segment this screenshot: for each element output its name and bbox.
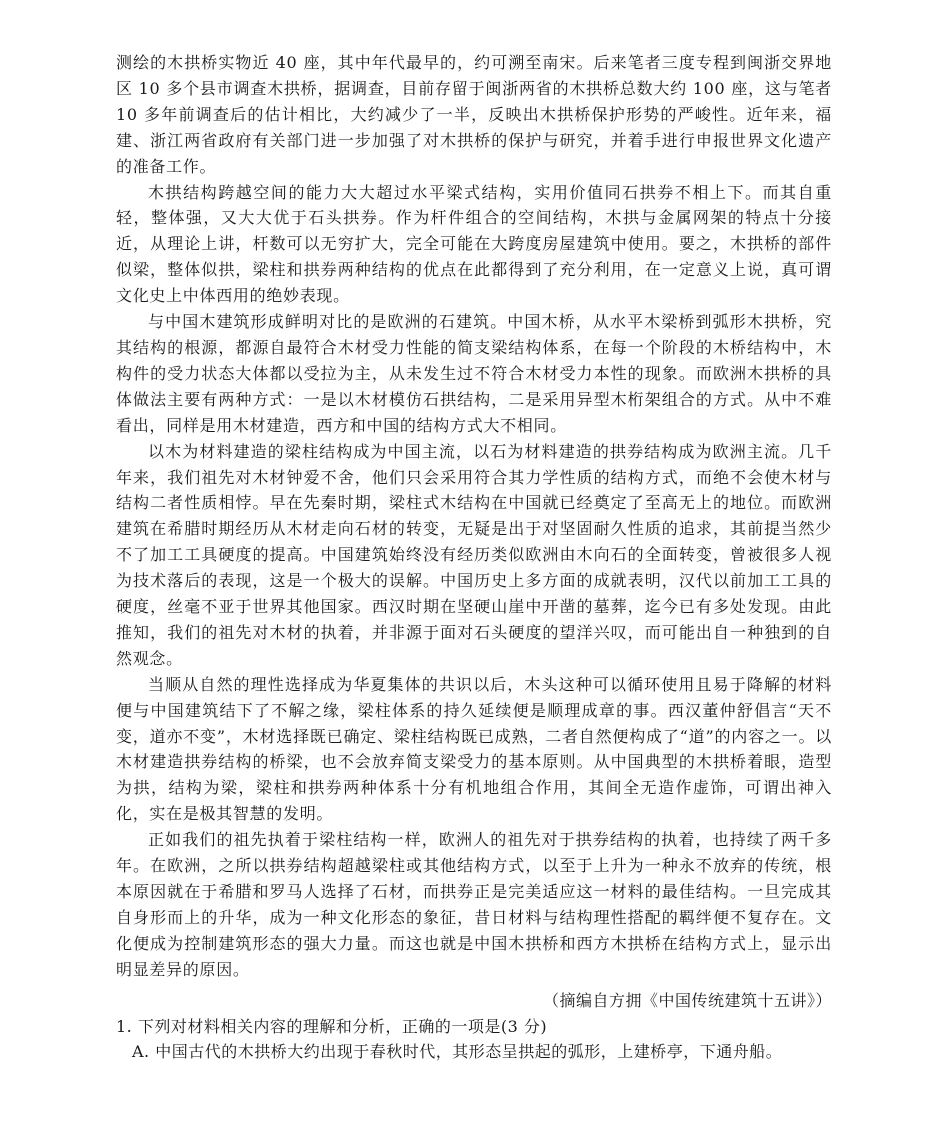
question-stem: 1. 下列对材料相关内容的理解和分析，正确的一项是(3 分) <box>116 1016 548 1036</box>
paragraph: 当顺从自然的理性选择成为华夏集体的共识以后，木头这种可以循环使用且易于降解的材料便与中国建筑结下了不解之缘，梁柱体系的持久延续便是顺理成章的事。西汉董仲舒倡言“天不变，道亦不变”，木材选择既已确定、梁柱结构既已成熟，二者自然便构成了“道”的内容之一。以木材建造拱券结构的桥梁，也不会放弃简支梁受力的基本原则。从中国典型的木拱桥着眼，造型为拱，结构为梁，梁柱和拱券两种体系十分有机地组合作用，其间全无造作虚饰，可谓出神入化，实在是极其智慧的发明。 <box>116 674 832 824</box>
source-citation: （摘编自方拥《中国传统建筑十五讲》） <box>542 990 832 1010</box>
paragraph: 与中国木建筑形成鲜明对比的是欧洲的石建筑。中国木桥，从水平木梁桥到弧形木拱桥，究其结构的根源，都源自最符合木材受力性能的简支梁结构体系，在每一个阶段的木桥结构中，木构件的受力状态大体都以受拉为主，从未发生过不符合木材受力本性的现象。而欧洲木拱桥的具体做法主要有两种方式：一是以木材模仿石拱结构，二是采用异型木桁架组合的方式。从中不难看出，同样是用木材建造，西方和中国的结构方式大不相同。 <box>116 312 832 435</box>
paragraph: 以木为材料建造的梁柱结构成为中国主流，以石为材料建造的拱券结构成为欧洲主流。几千年来，我们祖先对木材钟爱不舍，他们只会采用符合其力学性质的结构方式，而绝不会使木材与结构二者性质相悖。早在先秦时期，梁柱式木结构在中国就已经奠定了至高无上的地位。而欧洲建筑在希腊时期经历从木材走向石材的转变，无疑是出于对坚固耐久性质的追求，其前提当然少不了加工工具硬度的提高。中国建筑始终没有经历类似欧洲由木向石的全面转变，曾被很多人视为技术落后的表现，这是一个极大的误解。中国历史上多方面的成就表明，汉代以前加工工具的硬度，丝毫不亚于世界其他国家。西汉时期在坚硬山崖中开凿的墓葬，迄今已有多处发现。由此推知，我们的祖先对木材的执着，并非源于面对石头硬度的望洋兴叹，而可能出自一种独到的自然观念。 <box>116 441 832 668</box>
question-option-a: A. 中国古代的木拱桥大约出现于春秋时代，其形态呈拱起的弧形，上建桥亭，下通舟船。 <box>132 1042 783 1062</box>
paragraph: 木拱结构跨越空间的能力大大超过水平梁式结构，实用价值同石拱券不相上下。而其自重轻，整体强，又大大优于石头拱券。作为杆件组合的空间结构，木拱与金属网架的特点十分接近，从理论上讲，杆数可以无穷扩大，完全可能在大跨度房屋建筑中使用。要之，木拱桥的部件似梁，整体似拱，梁柱和拱券两种结构的优点在此都得到了充分利用，在一定意义上说，真可谓文化史上中体西用的绝妙表现。 <box>116 182 832 306</box>
paragraph-continued: 测绘的木拱桥实物近 40 座，其中年代最早的，约可溯至南宋。后来笔者三度专程到闽浙交界地区 10 多个县市调查木拱桥，据调查，目前存留于闽浙两省的木拱桥总数大约 100 座，这与笔者 10 多年前调查后的估计相比，大约减少了一半，反映出木拱桥保护形势的严峻性。近年来，福建、浙江两省政府有关部门进一步加强了对木拱桥的保护与研究，并着手进行申报世界文化遗产的准备工作。 <box>116 53 832 176</box>
document-page <box>116 50 832 1065</box>
paragraph: 正如我们的祖先执着于梁柱结构一样，欧洲人的祖先对于拱券结构的执着，也持续了两千多年。在欧洲，之所以拱券结构超越梁柱或其他结构方式，以至于上升为一种永不放弃的传统，根本原因就在于希腊和罗马人选择了石材，而拱券正是完美适应这一材料的最佳结构。一旦完成其自身形而上的升华，成为一种文化形态的象征，昔日材料与结构理性搭配的羁绊便不复存在。文化便成为控制建筑形态的强大力量。而这也就是中国木拱桥和西方木拱桥在结构方式上，显示出明显差异的原因。 <box>116 830 832 979</box>
